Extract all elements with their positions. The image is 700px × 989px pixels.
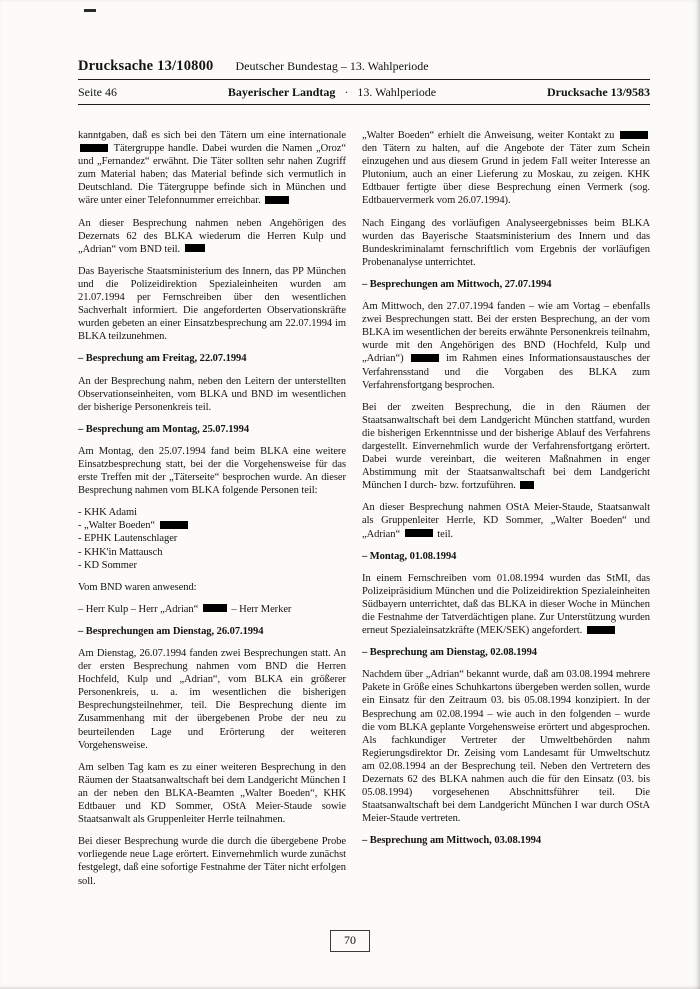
- paragraph: Am Dienstag, 26.07.1994 fanden zwei Besprechungen statt. An der ersten Besprechung nahmen vom BND die Herren Hochfeld, Kulp und „Adrian“, vom BLKA ein größerer Personenkreis, u. a. im wesentlichen die bisherigen Besprechungsteilnehmer, teil. Die Besprechung diente im Zusammenhang mit der übergebenen Probe der neu zu beurteilenden Lage und Erörterung der weiteren Vorgehensweise.: [78, 648, 346, 751]
- paragraph: [362, 401, 650, 493]
- text-run: Am Mittwoch, den 27.07.1994 fanden – wie am Vortag – ebenfalls zwei Besprechungen statt. Bei der ersten Besprechung, an der vom BLKA im wesentlichen der bereits erwähnte Personenkreis teilnahm, wurde mit den Angehörigen des BND (Hochfeld, Kulp und „Adrian“): [362, 301, 650, 365]
- redaction-bar: [203, 604, 227, 612]
- parliament-top: Deutscher Bundestag – 13. Wahlperiode: [235, 59, 429, 73]
- text-run: den Tätern zu halten, auf die Angebote der Täter zum Schein einzugehen und aus diesem Grund in jedem Fall weiter Interesse an Plutonium, auch an einer Lieferung zu Moskau, zu zeigen. KHK Edtbauer fertigte über diese Besprechung einen Vermerk (sog. Edtbauervermerk vom 26.07.1994).: [362, 143, 650, 207]
- redaction-bar: [587, 626, 615, 634]
- list-item: - KD Sommer: [78, 559, 137, 571]
- meeting-heading: – Besprechung am Montag, 25.07.1994: [78, 423, 250, 435]
- meeting-heading: – Besprechung am Mittwoch, 03.08.1994: [362, 835, 542, 847]
- paragraph: Das Bayerische Staatsministerium des Innern, das PP München und die Polizeidirektion Spezialeinheiten wurden am 21.07.1994 per Fernschreiben über den wesentlichen Sachverhalt informiert. Die angeforderten Observationskräfte wurden gebeten an einer Einsatzbesprechung am 22.07.1994 im BLKA teilzunehmen.: [78, 265, 346, 343]
- paragraph: [362, 129, 650, 208]
- redaction-bar: [620, 131, 648, 139]
- text-run: „Walter Boeden“ erhielt die Anweisung, weiter Kontakt zu: [362, 130, 615, 141]
- participant-list: [78, 506, 346, 571]
- page-label: Seite 46: [78, 85, 117, 99]
- paragraph: [78, 129, 346, 208]
- right-column: [362, 129, 650, 897]
- scan-artifact: [84, 9, 96, 12]
- paragraph: Nach Eingang des vorläufigen Analyseergebnisses beim BLKA wurden das Bayerische Staatsministerium des Innern und das Bundeskriminalamt fernschriftlich vom Ergebnis der vorläufigen Probenanalyse unterrichtet.: [362, 217, 650, 268]
- redaction-bar: [265, 196, 289, 204]
- paragraph: [78, 603, 346, 616]
- list-item: - EPHK Lautenschlager: [78, 533, 178, 545]
- paragraph: Am selben Tag kam es zu einer weiteren Besprechung in den Räumen der Staatsanwaltschaft bei dem Landgericht München I an der neben den BLKA-Beamten „Walter Boeden“, KHK Edtbauer und KD Sommer, OStA Meier-Staude sowie Staatsanwalt als Gruppenleiter Herrle teilnahmen.: [78, 761, 346, 826]
- redaction-bar: [185, 244, 205, 252]
- redaction-bar: [405, 529, 433, 537]
- list-item: - KHK Adami: [78, 507, 137, 519]
- header-rule-bottom: [78, 104, 650, 105]
- text-run: kanntgaben, daß es sich bei den Tätern um eine internationale: [78, 130, 346, 141]
- text-run: - „Walter Boeden“: [78, 520, 156, 532]
- page-number: 70: [330, 930, 370, 952]
- text-run: teil.: [437, 528, 454, 540]
- page-header: [78, 58, 650, 105]
- text-run: – Herr Merker: [231, 603, 292, 615]
- paragraph: [362, 572, 650, 637]
- inner-title: Bayerischer Landtag: [227, 85, 336, 99]
- left-column: [78, 129, 346, 897]
- redaction-bar: [411, 354, 439, 362]
- paragraph: Nachdem über „Adrian“ bekannt wurde, daß am 03.08.1994 mehrere Pakete in Größe eines Schuhkartons übergeben werden sollen, wurde ein Einsatz für den Zeitraum 03. bis 05.08.1994 konzipiert. In der Besprechung am 02.08.1994 – wie auch in den folgenden – wurde die vom BLKA geplante Vorgehensweise erörtert und abgesprochen. Als fachkundiger Vertreter der Umweltbehörden nahm Regierungsdirektor Dr. Zeising vom Landesamt für Umweltschutz am 02.08.1994 an der Besprechung teil. Neben den Vertretern des Dezernats 62 des BLKA nahmen auch die für den Einsatz (03. bis 05.08.1994) vorgesehenen Abschnittsführer teil. Die Staatsanwaltschaft bei dem Landgericht München I war durch OStA Meier-Staude vertreten.: [362, 669, 650, 825]
- redaction-bar: [160, 521, 188, 529]
- text-run: An dieser Besprechung nahmen neben Angehörigen des Dezernats 62 des BLKA wiederum die Herren Kulp und „Adrian“ vom BND teil.: [78, 217, 346, 255]
- header-center-group: [225, 85, 439, 100]
- paragraph: Am Montag, den 25.07.1994 fand beim BLKA eine weitere Einsatzbesprechung statt, bei der die Vorgehensweise für das erste Treffen mit der „Täterseite“ besprochen wurde. An dieser Besprechung nahmen vom BLKA folgende Personen teil:: [78, 445, 346, 497]
- paragraph: Vom BND waren anwesend:: [78, 581, 197, 593]
- list-item: - KHK'in Mattausch: [78, 546, 163, 558]
- list-item: [78, 519, 346, 532]
- paragraph: [362, 300, 650, 392]
- meeting-heading: – Besprechung am Dienstag, 02.08.1994: [362, 647, 538, 659]
- paragraph: [78, 217, 346, 256]
- paragraph: [362, 501, 650, 540]
- text-run: – Herr Kulp – Herr „Adrian“: [78, 603, 199, 615]
- doc-number-top: Drucksache 13/10800: [78, 58, 214, 74]
- meeting-heading: – Montag, 01.08.1994: [362, 550, 457, 562]
- paragraph: Bei dieser Besprechung wurde die durch die übergebene Probe vorliegende neue Lage erörtert. Einvernehmlich wurde zunächst festgelegt, daß eine sofortige Festnahme der Täter nicht erfolgen soll.: [78, 836, 346, 887]
- body-columns: [78, 129, 650, 897]
- separator-dot: ·: [344, 85, 349, 99]
- meeting-heading: – Besprechungen am Mittwoch, 27.07.1994: [362, 278, 552, 290]
- redaction-bar: [520, 481, 534, 489]
- redaction-bar: [80, 144, 108, 152]
- header-row-landtag: [78, 80, 650, 104]
- text-run: An dieser Besprechung nahmen OStA Meier-Staude, Staatsanwalt als Gruppenleiter Herrle, KD Sommer, „Walter Boeden“ und „Adrian“: [362, 502, 650, 540]
- meeting-heading: – Besprechung am Freitag, 22.07.1994: [78, 353, 247, 365]
- text-run: In einem Fernschreiben vom 01.08.1994 wurden das StMI, das Polizeipräsidium München und die Polizeidirektion Spezialeinheiten Südbayern unterrichtet, daß das BLKA in dieser Woche in München die Festnahme der Tatverdächtigen plane. Zur Unterstützung wurden erneut Spezialeinsatzkräfte (MEK/SEK) angefordert.: [362, 572, 650, 637]
- text-run: Tätergruppe handle. Dabei wurden die Namen „Oroz“ und „Fernandez“ erwähnt. Die Täter sollten sehr nahen Zugriff zum Material haben; das Material befinde sich vermutlich in Deutschland. Die Tätergruppe befinde sich in München und wäre unter einer Telefonnummer erreichbar.: [78, 143, 346, 207]
- meeting-heading: – Besprechungen am Dienstag, 26.07.1994: [78, 625, 264, 637]
- inner-doc-number: Drucksache 13/9583: [547, 85, 650, 99]
- inner-period: 13. Wahlperiode: [357, 85, 437, 99]
- paragraph: An der Besprechung nahm, neben den Leitern der unterstellten Observationseinheiten, vom BLKA und BND im wesentlichen der bisherige Personenkreis teil.: [78, 375, 346, 413]
- text-run: Bei der zweiten Besprechung, die in den Räumen der Staatsanwaltschaft bei dem Landgericht München stattfand, wurden die bisherigen Erkenntnisse und der bisherige Ablauf des Verfahrens dargestellt. Einvernehmlich wurde der Verfahrensfortgang erörtert. Dabei wurde vereinbart, die weiteren Maßnahmen in enger Abstimmung mit der Staatsanwaltschaft bei dem Landgericht München I durch- bzw. fortzuführen.: [362, 401, 650, 492]
- text-run: im Rahmen eines Informationsaustausches der Verfahrensstand und die Vorgaben des BLKA zum Verfahrensfortgang besprochen.: [362, 353, 651, 391]
- header-row-bundestag: [78, 58, 650, 75]
